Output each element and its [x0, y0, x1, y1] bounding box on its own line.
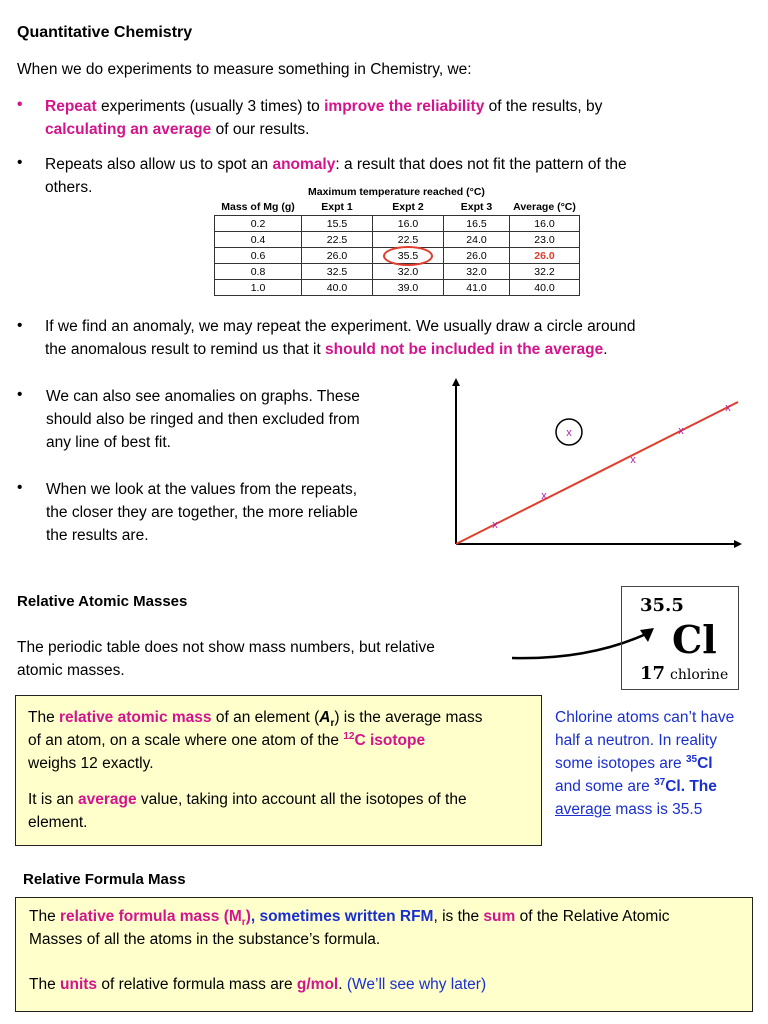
rfm-definition-box: The relative formula mass $(M_r)$, sometimes written RFM, is the sum of the Relative Atomic Masses of all the atoms in the substance’s formula. The units of relative formula mass are g/mol. (We’ll see why later) — [15, 897, 753, 1012]
element-tile-chlorine — [621, 586, 739, 690]
ram-definition-box: The relative atomic mass of an element $(A_r)$ is the average mass of an atom, on a scale where one atom of the $^{12}$C isotope weighs 12 exactly. It is an average value, taking into account all the isotopes of the element. — [15, 695, 542, 846]
table-caption: Maximum temperature reached (°C) — [308, 186, 485, 198]
data-point: x — [678, 425, 684, 437]
bullet-anomaly: Repeats also allow us to spot an anomaly: a result that does not fit the pattern of the others. — [45, 156, 627, 196]
bullet-dot: • — [17, 154, 23, 171]
bullet-repeat-experiment: If we find an anomaly, we may repeat the experiment. We usually draw a circle around the anomalous result to remind us that it should not be included in the average. — [45, 318, 636, 358]
ram-text: The periodic table does not show mass numbers, but relative atomic masses. — [17, 639, 435, 679]
data-point: x — [492, 519, 498, 531]
table-header: Expt 3 — [460, 201, 493, 213]
element-symbol: Cl — [672, 617, 717, 662]
bullet-graph-anomalies: We can also see anomalies on graphs. These should also be ringed and then excluded from any line of best fit. — [46, 388, 360, 451]
table-header-row — [215, 201, 580, 216]
anomaly-circle — [383, 246, 433, 266]
element-number: 17 — [640, 663, 666, 684]
data-point: x — [630, 454, 636, 466]
bullet-dot: • — [17, 386, 23, 403]
table-header: Average (°C) — [513, 201, 576, 213]
anomaly-point: x — [566, 427, 572, 439]
table-header: Expt 2 — [392, 201, 424, 213]
table-row: 1.0 40.0 39.0 41.0 40.0 — [215, 280, 580, 296]
chlorine-isotope-note: Chlorine atoms can’t have half a neutron. In reality some isotopes are $^{35}$Cl and some are $^{37}$Cl. The average mass is 35.5 — [555, 709, 735, 818]
data-point: x — [541, 490, 547, 502]
table-row: 0.2 15.5 16.0 16.5 16.0 — [215, 216, 580, 232]
best-fit-graph — [448, 378, 743, 550]
anomaly-cell: 35.5 — [373, 248, 444, 264]
best-fit-line — [456, 402, 738, 544]
rfm-heading: Relative Formula Mass — [23, 871, 186, 888]
bullet-repeat: Repeat experiments (usually 3 times) to improve the reliability of the results, by calculating an average of our results. — [45, 98, 603, 138]
bullet-dot: • — [17, 96, 23, 113]
element-name: chlorine — [670, 667, 729, 683]
element-mass: 35.5 — [640, 595, 684, 616]
table-header: Expt 1 — [321, 201, 353, 213]
data-point: x — [725, 402, 731, 414]
x-axis-arrow — [734, 540, 742, 548]
table-row: 0.6 26.0 35.5 26.0 26.0 — [215, 248, 580, 264]
table-row: 0.8 32.5 32.0 32.0 32.2 — [215, 264, 580, 280]
results-table — [214, 201, 580, 296]
table-header: Mass of Mg (g) — [221, 201, 295, 213]
table-row: 0.4 22.5 22.5 24.0 23.0 — [215, 232, 580, 248]
y-axis-arrow — [452, 378, 460, 386]
ram-heading: Relative Atomic Masses — [17, 593, 188, 610]
page-title: Quantitative Chemistry — [17, 24, 193, 41]
bullet-dot: • — [17, 317, 23, 334]
bullet-dot: • — [17, 479, 23, 496]
bullet-reliability: When we look at the values from the repeats, the closer they are together, the more reliable the results are. — [46, 481, 358, 544]
intro-text: When we do experiments to measure something in Chemistry, we: — [17, 61, 472, 78]
average-highlight: 26.0 — [510, 248, 580, 264]
